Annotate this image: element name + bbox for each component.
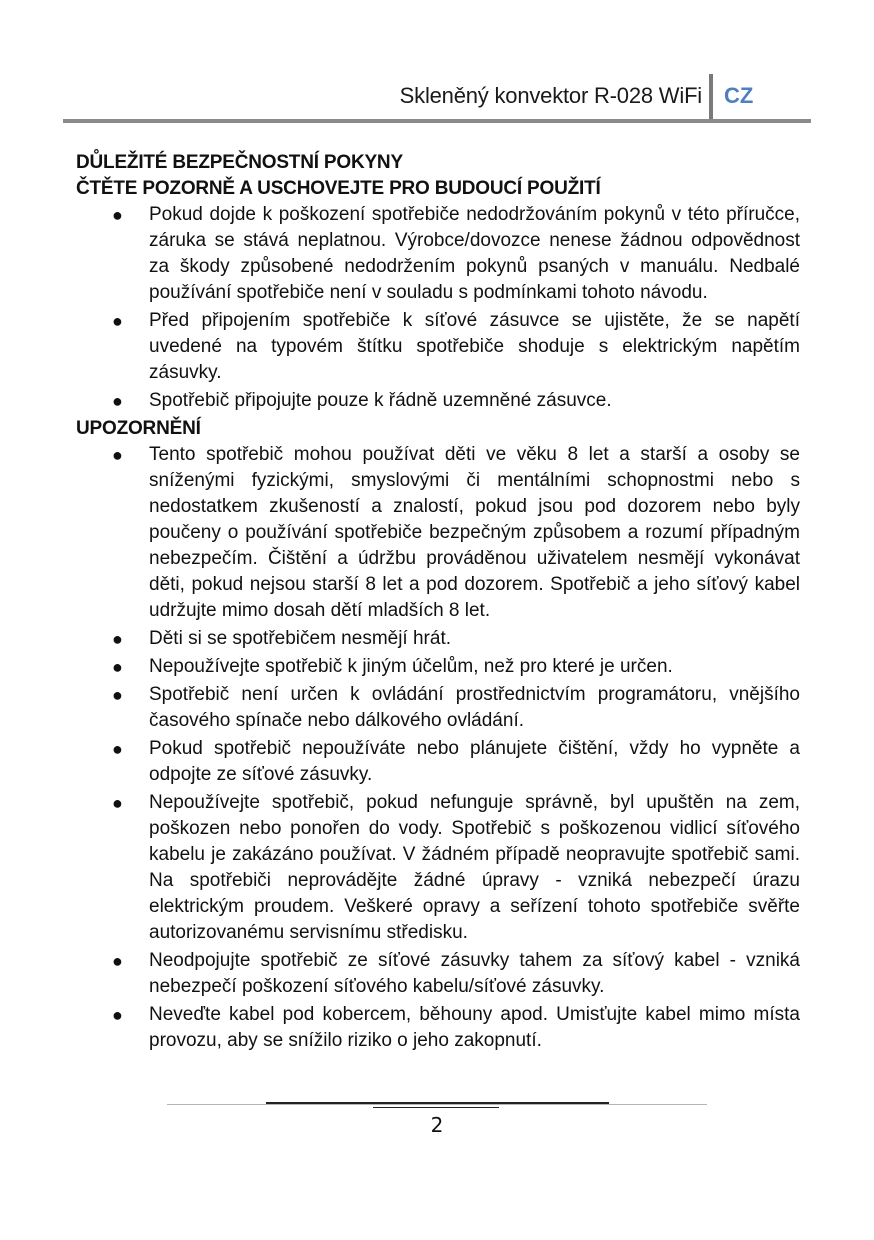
section-heading-safety: DŮLEŽITÉ BEZPEČNOSTNÍ POKYNY (76, 152, 403, 173)
bullet-icon: ● (112, 951, 123, 971)
bullet-icon: ● (112, 657, 123, 677)
footer-rule-dark (266, 1102, 609, 1104)
warning-list (76, 442, 800, 1054)
list-item (76, 654, 800, 680)
page-number: 2 (430, 1113, 444, 1137)
list-item-text: Spotřebič není určen k ovládání prostřednictvím programátoru, vnějšího časového spínače nebo dálkového ovládání. (149, 684, 800, 731)
section-subheading-read-carefully: ČTĚTE POZORNĚ A USCHOVEJTE PRO BUDOUCÍ POUŽITÍ (76, 178, 601, 199)
list-item-text: Pokud dojde k poškození spotřebiče nedodržováním pokynů v této příručce, záruka se stává neplatnou. Výrobce/dovozce nenese žádnou odpovědnost za škody způsobené nedodržením pokynů psaných v manuálu. Nedbalé používání spotřebiče není v souladu s podmínkami tohoto návodu. (149, 204, 800, 303)
list-item (76, 682, 800, 734)
list-item-text: Neodpojujte spotřebič ze síťové zásuvky tahem za síťový kabel - vzniká nebezpečí poškození síťového kabelu/síťové zásuvky. (149, 950, 800, 997)
list-item (76, 202, 800, 306)
list-item-text: Spotřebič připojujte pouze k řádně uzemněné zásuvce. (149, 390, 612, 411)
list-item (76, 308, 800, 386)
footer-rule (167, 1104, 707, 1105)
list-item (76, 948, 800, 1000)
bullet-icon: ● (112, 739, 123, 759)
bullet-icon: ● (112, 793, 123, 813)
bullet-icon: ● (112, 685, 123, 705)
safety-instructions-list (76, 202, 800, 414)
list-item-text: Nepoužívejte spotřebič, pokud nefunguje správně, byl upuštěn na zem, poškozen nebo ponořen do vody. Spotřebič s poškozenou vidlicí síťového kabelu je zakázáno používat. V žádném případě neopravujte spotřebič sami. Na spotřebiči neprovádějte žádné úpravy - vzniká nebezpečí úrazu elektrickým proudem. Veškeré opravy a seřízení tohoto spotřebiče svěřte autorizovanému servisnímu středisku. (149, 792, 800, 943)
list-item (76, 388, 800, 414)
list-item (76, 442, 800, 624)
header-vertical-divider (709, 74, 713, 120)
bullet-icon: ● (112, 1005, 123, 1025)
section-heading-warning: UPOZORNĚNÍ (76, 418, 201, 439)
language-code: CZ (724, 83, 754, 108)
list-item-text: Děti si se spotřebičem nesmějí hrát. (149, 628, 452, 649)
list-item (76, 626, 800, 652)
bullet-icon: ● (112, 391, 123, 411)
list-item-text: Pokud spotřebič nepoužíváte nebo plánujete čištění, vždy ho vypněte a odpojte ze síťové zásuvky. (149, 738, 800, 785)
list-item (76, 1002, 800, 1054)
list-item-text: Neveďte kabel pod kobercem, běhouny apod. Umisťujte kabel mimo místa provozu, aby se snížilo riziko o jeho zakopnutí. (149, 1004, 800, 1051)
footer-rule-short (373, 1107, 499, 1108)
page-body (76, 150, 800, 1056)
header-rule (63, 119, 811, 123)
bullet-icon: ● (112, 445, 123, 465)
list-item-text: Nepoužívejte spotřebič k jiným účelům, než pro které je určen. (149, 656, 673, 677)
list-item-text: Před připojením spotřebiče k síťové zásuvce se ujistěte, že se napětí uvedené na typovém štítku spotřebiče shoduje s elektrickým napětím zásuvky. (149, 310, 800, 383)
bullet-icon: ● (112, 205, 123, 225)
bullet-icon: ● (112, 629, 123, 649)
list-item-text: Tento spotřebič mohou používat děti ve věku 8 let a starší a osoby se sníženými fyzickými, smyslovými či mentálními schopnostmi nebo s nedostatkem zkušeností a znalostí, pokud jsou pod dozorem nebo byly poučeny o používání spotřebiče bezpečným způsobem a rozumí případným nebezpečím. Čištění a údržbu prováděnou uživatelem nesmějí vykonávat děti, pokud nejsou starší 8 let a pod dozorem. Spotřebič a jeho síťový kabel udržujte mimo dosah dětí mladších 8 let. (149, 444, 800, 621)
document-title: Skleněný konvektor R-028 WiFi (399, 83, 702, 108)
list-item (76, 790, 800, 946)
list-item (76, 736, 800, 788)
bullet-icon: ● (112, 311, 123, 331)
